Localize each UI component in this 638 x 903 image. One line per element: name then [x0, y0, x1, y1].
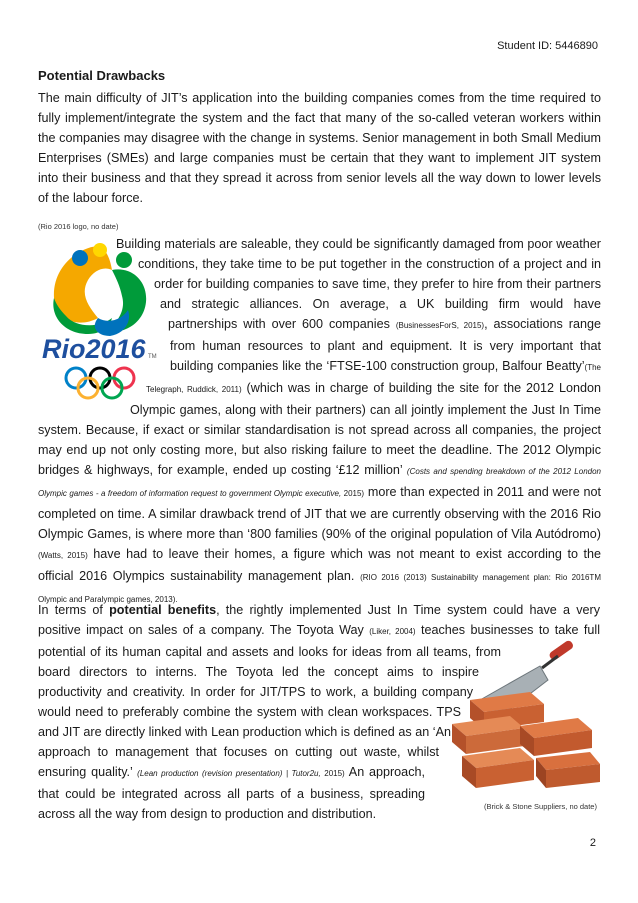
para3-text-4: An approach, that could be integrated across all parts of a business, spreading across all the way from design to production and distribution. — [38, 765, 425, 821]
rio-logo-tm: TM — [148, 354, 157, 360]
section-title: Potential Drawbacks — [38, 68, 166, 83]
para3-text-1: In terms of — [38, 603, 110, 617]
citation-tutor2u: (Lean production (revision presentation) | Tutor2u, — [137, 769, 321, 778]
para2-text-4: more than expected in 2011 and were not completed on time. A similar drawback trend of JIT that we are currently observing with the 2016 Rio Olympic Games, is where more than ‘800 families (90% of the original population of Vila Autódromo) — [38, 485, 601, 541]
citation-rio-sustainability: (RIO 2016 (2013) Sustainability management plan: Rio 2016TM Olympic and Paralympic games, 2013). — [38, 573, 601, 604]
bricks-trowel-image — [440, 640, 602, 800]
rio-logo-caption: (Rio 2016 logo, no date) — [38, 222, 119, 231]
citation-telegraph: (The Telegraph, Ruddick, 2011) — [146, 363, 601, 394]
citation-watts: (Watts, 2015) — [38, 551, 88, 560]
paragraph-drawbacks: The main difficulty of JIT’s application into the building companies comes from the time required to fully implement/integrate the system and the fact that many of the so-called veteran workers within the companies may disagree with the change in systems. Senior management in both Small Medium Enterprises (SMEs) and large companies must be certain that they want to implement JIT system into their business and that they spread it across from senior levels all the way down to lower levels of the labour force. — [38, 91, 601, 205]
para3-text-3: teaches businesses to take full potential of its human capital and assets and looks for ideas from all teams, from board directors to interns. The Toyota led the concept aims to inspire productivity and creativity. In order for JIT/TPS to work, a building company would need to preferably combine the system with clean workspaces. TPS and JIT are directly linked with Lean production which is defined as an ‘An approach to management that focuses on cutting out waste, whilst ensuring quality.’ — [38, 623, 601, 779]
paragraph-materials — [38, 234, 601, 610]
para2-text-2: , associations range from human resources to plant and equipment. It is very important that building companies like the ‘FTSE-100 construction group, Balfour Beatty’ — [170, 317, 601, 373]
para2-text-3: (which was in charge of building the site for the 2012 London Olympic games, along with their partners) can all jointly implement the Just In Time system. Because, if exact or similar standardisation is not spread across all companies, the project may end up not only costing more, but also risking failure to meet the deadline. The 2012 Olympic bridges & highways, for example, ended up costing ‘£12 million’ — [38, 381, 601, 477]
potential-benefits-bold: potential benefits — [109, 603, 217, 617]
bricks-icon — [452, 692, 600, 788]
citation-tutor2u-year: 2015) — [320, 769, 345, 778]
rio-logo-text: Rio2016 — [42, 334, 146, 364]
para2-text-1: Building materials are saleable, they could be significantly damaged from poor weather conditions, they take time to be put together in the construction of a project and in order for building companies to save time, they prefer to hire from their partners and strategic alliances. On average, a UK building firm would have partnerships with over 600 companies — [116, 237, 601, 331]
para2-text-5: have had to leave their homes, a figure which was not meant to exist according to the official 2016 Olympics sustainability management plan. — [38, 547, 601, 583]
citation-costs-olympic: (Costs and spending breakdown of the 2012 London Olympic games - a freedom of information request to government Olympic executive, — [38, 467, 601, 498]
citation-liker: (Liker, 2004) — [369, 627, 416, 636]
brick-image-caption: (Brick & Stone Suppliers, no date) — [484, 802, 597, 811]
para3-text-2: , the rightly implemented Just In Time system could have a very positive impact on sales of a company. The Toyota Way — [38, 603, 600, 637]
citation-businessesfors: (BusinessesForS, 2015) — [395, 321, 485, 330]
citation-costs-year: 2015) — [341, 489, 365, 498]
page-number: 2 — [589, 837, 596, 849]
student-id: Student ID: 5446890 — [497, 40, 598, 52]
